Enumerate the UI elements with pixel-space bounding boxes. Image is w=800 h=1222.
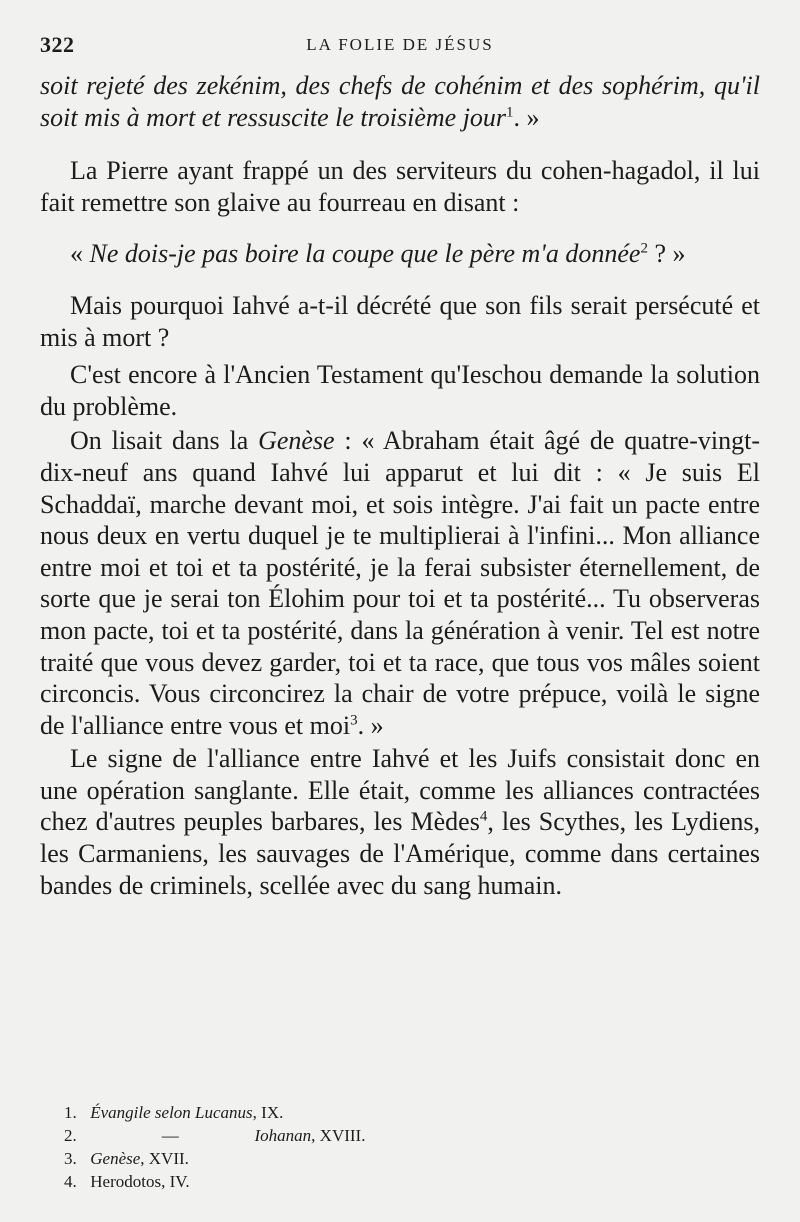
footnote-number: 4.	[64, 1172, 77, 1191]
page-number: 322	[40, 32, 75, 57]
paragraph-quote-continuation	[40, 70, 760, 133]
footnote-ref: Herodotos, IV.	[90, 1172, 190, 1191]
quote-open: «	[70, 239, 90, 269]
genese-text: : « Abraham était âgé de quatre-vingt-dix-neuf ans quand Iahvé lui apparut et lui dit : « Je suis El Schaddaï, marche devant moi, et sois intègre. J'ai fait un pacte entre nous deux en vertu duquel je te multiplierai à l'infini... Mon alliance entre moi et toi et ta postérité, je la ferai subsister éternellement, de sorte que je serai ton Élohim pour toi et ta postérité... Tu observeras mon pacte, toi et ta postérité, dans la génération à venir. Tel est notre traité que vous devez garder, toi et ta race, que tous vos mâles soient circoncis. Vous circoncirez la chair de votre prépuce, voilà le signe de l'alliance entre vous et moi	[40, 426, 760, 740]
footnote-1	[64, 1101, 365, 1124]
footnote-ref-3: 3	[350, 712, 358, 729]
footnotes	[64, 1101, 365, 1193]
footnote-title: Évangile selon Lucanus	[90, 1103, 253, 1122]
quote-close: . »	[513, 102, 540, 132]
footnote-ref: , XVII.	[140, 1149, 189, 1168]
footnote-2	[64, 1124, 365, 1147]
coupe-italic: Ne dois-je pas boire la coupe que le père m'a donnée	[89, 239, 641, 269]
paragraph-pierre: La Pierre ayant frappé un des serviteurs du cohen-hagadol, il lui fait remettre son glaive au fourreau en disant :	[40, 156, 760, 217]
footnote-ref-1: 1	[506, 103, 514, 120]
running-head	[40, 32, 760, 60]
quote-close: ? »	[647, 239, 686, 269]
body-text	[40, 70, 760, 901]
footnote-3	[64, 1147, 365, 1170]
paragraph-ancien-testament: C'est encore à l'Ancien Testament qu'Ieschou demande la solution du problème.	[40, 360, 760, 421]
paragraph-alliance	[40, 743, 760, 901]
ditto-dash: —	[161, 1126, 179, 1145]
footnote-ref-2: 2	[640, 240, 648, 257]
paragraph-question: Mais pourquoi Iahvé a-t-il décrété que son fils serait persécuté et mis à mort ?	[40, 290, 760, 352]
paragraph-genese	[40, 425, 760, 741]
genese-lead: On lisait dans la	[70, 426, 259, 456]
footnote-number: 3.	[64, 1149, 77, 1168]
footnote-title: Iohanan	[254, 1126, 312, 1145]
paragraph-coupe	[40, 238, 760, 270]
footnote-4	[64, 1170, 365, 1193]
alliance-text: Le signe de l'alliance entre Iahvé et les Juifs consistait donc en une opération sanglante. Elle était, comme les alliances contractées chez d'autres peuples barbares, les Mèdes	[40, 744, 760, 837]
alliance-tail: , les Scythes, les Lydiens, les Carmaniens, les sauvages de l'Amérique, comme dans certaines bandes de criminels, scellée avec du sang humain.	[40, 807, 760, 900]
genese-close: . »	[357, 710, 384, 740]
footnote-number: 1.	[64, 1103, 77, 1122]
footnote-title: Genèse	[90, 1149, 141, 1168]
footnote-ref: , XVIII.	[311, 1126, 366, 1145]
genese-italic: Genèse	[258, 426, 335, 456]
footnote-number: 2.	[64, 1126, 77, 1145]
running-title: LA FOLIE DE JÉSUS	[306, 35, 494, 54]
footnote-ref: , IX.	[252, 1103, 284, 1122]
quote-italic: soit rejeté des zekénim, des chefs de cohénim et des sophérim, qu'il soit mis à mort et ressuscite le troisième jour	[40, 71, 760, 132]
footnote-ref-4: 4	[479, 808, 488, 825]
